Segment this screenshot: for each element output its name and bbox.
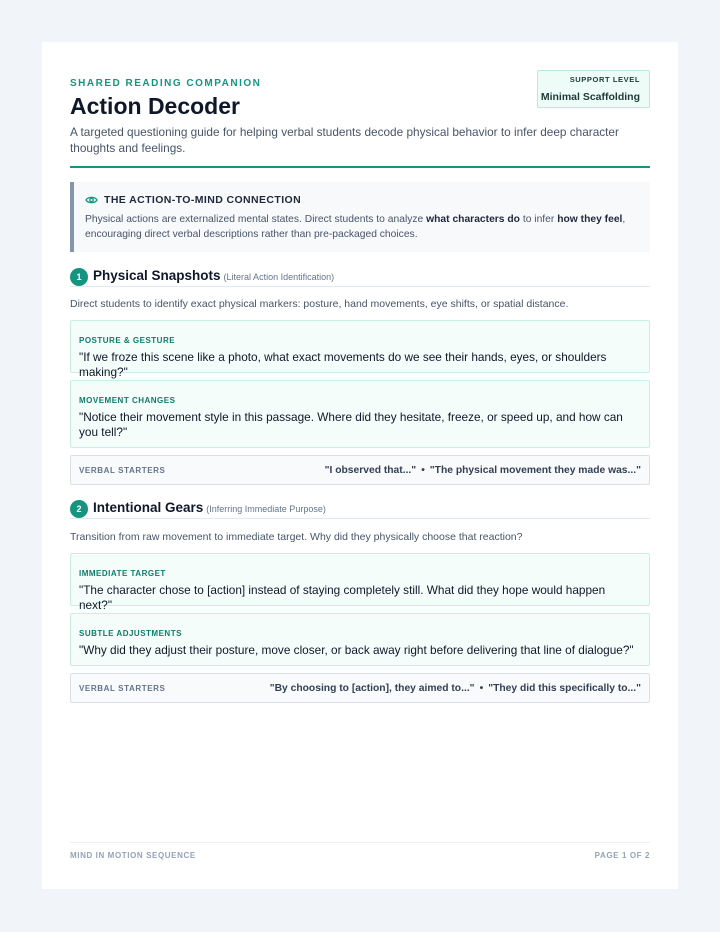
starter-phrase: "The physical movement they made was..." bbox=[429, 464, 641, 476]
kicker-label: SHARED READING COMPANION bbox=[70, 78, 262, 89]
section-subtitle: (Literal Action Identification) bbox=[223, 271, 335, 282]
callout-emphasis-1: what characters do bbox=[426, 214, 520, 225]
callout-title: THE ACTION-TO-MIND CONNECTION bbox=[104, 194, 302, 206]
section-title: Physical Snapshots bbox=[93, 268, 221, 283]
question-card-posture-gesture bbox=[70, 320, 650, 379]
eye-icon bbox=[85, 195, 98, 205]
question-card-label: MOVEMENT CHANGES bbox=[79, 396, 176, 405]
page-number: PAGE 1 OF 2 bbox=[594, 851, 650, 860]
callout-text-1: Physical actions are externalized mental states. Direct students to analyze bbox=[85, 214, 427, 225]
verbal-starters-phrases bbox=[325, 465, 641, 476]
section-description: Transition from raw movement to immediate target. Why did they physically choose that reaction? bbox=[70, 531, 523, 543]
question-card-text: "Why did they adjust their posture, move closer, or back away right before delivering that line of dialogue?" bbox=[79, 643, 634, 657]
question-card-text: "Notice their movement style in this passage. Where did they hesitate, freeze, or speed up, and how can you tell?" bbox=[79, 410, 623, 439]
page-title: Action Decoder bbox=[70, 93, 240, 119]
starter-phrase: "By choosing to [action], they aimed to..." bbox=[269, 682, 475, 694]
support-level-label: SUPPORT LEVEL bbox=[569, 75, 640, 84]
question-card-immediate-target bbox=[70, 553, 650, 612]
callout-body bbox=[85, 212, 638, 242]
connection-callout bbox=[70, 182, 650, 252]
callout-header bbox=[85, 194, 638, 206]
starter-phrase: "I observed that..." bbox=[324, 464, 417, 476]
question-card-label: IMMEDIATE TARGET bbox=[79, 569, 166, 578]
bullet-separator: • bbox=[421, 464, 425, 476]
callout-text-3: , encouraging direct verbal descriptions rather than pre-packaged choices. bbox=[85, 214, 626, 240]
question-card-movement-changes bbox=[70, 380, 650, 448]
section-number-badge: 1 bbox=[70, 268, 88, 286]
support-level-badge bbox=[537, 70, 650, 108]
question-card-text: "If we froze this scene like a photo, what exact movements do we see their hands, eyes, or shoulders making?" bbox=[79, 350, 607, 379]
bullet-separator: • bbox=[479, 682, 484, 694]
section-subtitle: (Inferring Immediate Purpose) bbox=[206, 503, 326, 514]
question-card-label: POSTURE & GESTURE bbox=[79, 336, 176, 345]
intro-text: A targeted questioning guide for helping verbal students decode physical behavior to infer deep character thoughts and feelings. bbox=[70, 125, 619, 155]
question-card-label: SUBTLE ADJUSTMENTS bbox=[79, 629, 182, 638]
header-divider bbox=[70, 166, 650, 168]
verbal-starters-row bbox=[70, 455, 650, 485]
callout-text-2: to infer bbox=[519, 214, 558, 225]
support-level-value: Minimal Scaffolding bbox=[540, 91, 640, 103]
question-card-text: "The character chose to [action] instead of staying completely still. What did they hope would happen next?" bbox=[79, 583, 606, 612]
section-number-badge: 2 bbox=[70, 500, 88, 518]
question-card-subtle-adjustments bbox=[70, 613, 650, 666]
section-header-intentional-gears bbox=[70, 497, 650, 519]
section-header-physical-snapshots bbox=[70, 265, 650, 287]
footer-divider bbox=[70, 842, 650, 843]
footer-series-label: MIND IN MOTION SEQUENCE bbox=[70, 851, 196, 860]
verbal-starters-phrases bbox=[270, 683, 641, 694]
verbal-starters-label: VERBAL STARTERS bbox=[79, 683, 166, 693]
callout-emphasis-2: how they feel bbox=[557, 214, 623, 225]
starter-phrase: "They did this specifically to..." bbox=[488, 682, 641, 694]
verbal-starters-label: VERBAL STARTERS bbox=[79, 465, 166, 475]
worksheet-page bbox=[42, 42, 678, 889]
section-description: Direct students to identify exact physical markers: posture, hand movements, eye shifts, or spatial distance. bbox=[70, 298, 569, 310]
verbal-starters-row bbox=[70, 673, 650, 703]
section-title: Intentional Gears bbox=[93, 500, 204, 515]
